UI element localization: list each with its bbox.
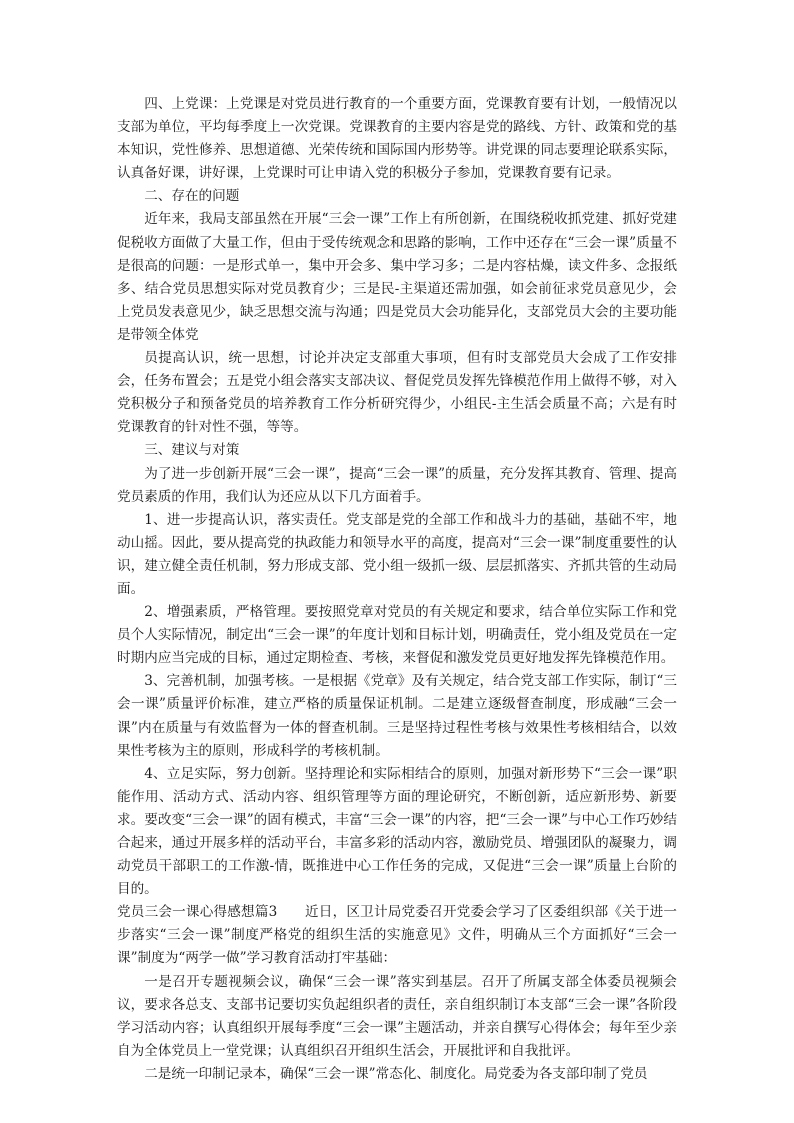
paragraph-measure-1: 一是召开专题视频会议，确保“三会一课”落实到基层。召开了所属支部全体委员视频会议，要求各总支、支部书记要切实负起组织者的责任，亲自组织制订本支部“三会一课”各阶段学习活动内容；认真组织开展每季度“三会一课”主题活动，并亲自撰写心得体会；每年至少亲自为全体党员上一堂党课；认真组织召开组织生活会，开展批评和自我批评。 (117, 973, 677, 1059)
section-heading-problems: 二、存在的问题 (144, 188, 240, 205)
paragraph-party-lecture: 四、上党课：上党课是对党员进行教育的一个重要方面，党课教育要有计划，一般情况以支部为单位，平均每季度上一次党课。党课教育的主要内容是党的路线、方针、政策和党的基本知识，党性修养、思想道德、光荣传统和国际国内形势等。讲党课的同志要理论联系实际，认真备好课，讲好课，上党课时可让申请入党的积极分子参加，党课教育要有记录。 (117, 96, 677, 182)
paragraph-measure-2: 二是统一印制记录本，确保“三会一课”常态化、制度化。局党委为各支部印制了党员 (144, 1065, 648, 1082)
paragraph-problems-continued: 员提高认识，统一思想，讨论并决定支部重大事项，但有时支部党员大会成了工作安排会，任务布置会；五是党小组会落实支部决议、督促党员发挥先锋模范作用上做得不够，对入党积极分子和预备党员的培养教育工作分析研究得少，小组民-主生活会质量不高；六是有时党课教育的针对性不强，等等。 (117, 350, 677, 436)
paragraph-suggestion-4: 4、立足实际，努力创新。坚持理论和实际相结合的原则，加强对新形势下“三会一课”职能作用、活动方式、活动内容、组织管理等方面的理论研究，不断创新，适应新形势、新要求。要改变“三会一课”的固有模式，丰富“三会一课”的内容，把“三会一课”与中心工作巧妙结合起来，通过开展多样的活动平台，丰富多彩的活动内容，激励党员、增强团队的凝聚力，调动党员干部职工的工作激-情，既推进中心工作任务的完成，又促进“三会一课”质量上台阶的目的。 (117, 765, 677, 898)
paragraph-suggestions-intro: 为了进一步创新开展“三会一课”，提高“三会一课”的质量，充分发挥其教育、管理、提高党员素质的作用，我们认为还应从以下几方面着手。 (117, 465, 677, 505)
document-body (117, 93, 677, 1086)
paragraph-problems: 近年来，我局支部虽然在开展“三会一课”工作上有所创新，在围绕税收抓党建、抓好党建促税收方面做了大量工作，但由于受传统观念和思路的影响，工作中还存在“三会一课”质量不是很高的问题：一是形式单一，集中开会多、集中学习多；二是内容枯燥，读文件多、念报纸多、结合党员思想实际对党员教育少；三是民-主渠道还需加强，如会前征求党员意见少，会上党员发表意见少，缺乏思想交流与沟通；四是党员大会功能异化，支部党员大会的主要功能是带领全体党 (117, 211, 677, 343)
paragraph-suggestion-1: 1、进一步提高认识，落实责任。党支部是党的全部工作和战斗力的基础，基础不牢，地动山摇。因此，要从提高党的执政能力和领导水平的高度，提高对“三会一课”制度重要性的认识，建立健全责任机制，努力形成支部、党小组一级抓一级、层层抓落实、齐抓共管的生动局面。 (117, 511, 677, 597)
paragraph-suggestion-2: 2、增强素质，严格管理。要按照党章对党员的有关规定和要求，结合单位实际工作和党员个人实际情况，制定出“三会一课”的年度计划和目标计划，明确责任，党小组及党员在一定时期内应当完成的目标，通过定期检查、考核，来督促和激发党员更好地发挥先锋模范作用。 (117, 604, 677, 667)
paragraph-suggestion-3: 3、完善机制，加强考核。一是根据《党章》及有关规定，结合党支部工作实际，制订“三会一课”质量评价标准，建立严格的质量保证机制。二是建立逐级督查制度，形成融“三会一课”内在质量与有效监督为一体的督查机制。三是坚持过程性考核与效果性考核相结合，以效果性考核为主的原则，形成科学的考核机制。 (117, 673, 677, 759)
section-heading-suggestions: 三、建议与对策 (144, 442, 240, 459)
paragraph-article-3-intro: 党员三会一课心得感想篇3 近日，区卫计局党委召开党委会学习了区委组织部《关于进一步落实“三会一课”制度严格党的组织生活的实施意见》文件，明确从三个方面抓好“三会一课”制度为“两学一做”学习教育活动打牢基础： (117, 904, 677, 967)
